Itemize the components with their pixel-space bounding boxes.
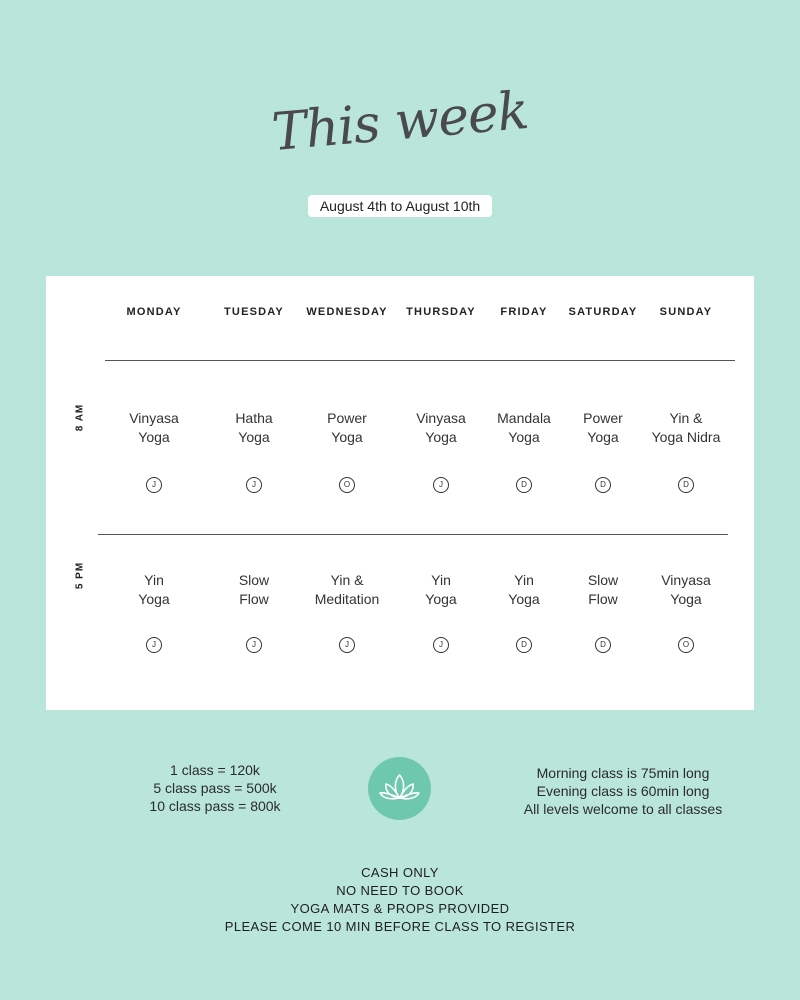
price-five-pass: 5 class pass = 500k <box>153 780 277 796</box>
page-title: This week <box>269 80 531 164</box>
teacher-badge: J <box>339 637 355 653</box>
note-arrival: PLEASE COME 10 MIN BEFORE CLASS TO REGISTER <box>224 919 576 934</box>
header-divider <box>105 360 735 361</box>
day-header-saturday: SATURDAY <box>568 306 638 318</box>
price-single: 1 class = 120k <box>170 762 260 778</box>
time-label-evening: 5 PM <box>74 561 86 590</box>
class-sunday-evening: Vinyasa Yoga <box>661 572 711 607</box>
teacher-badge: J <box>433 477 449 493</box>
time-label-morning: 8 AM <box>74 403 86 432</box>
class-wednesday-evening: Yin & Meditation <box>314 572 380 607</box>
teacher-badge: D <box>678 477 694 493</box>
note-booking: NO NEED TO BOOK <box>336 883 464 898</box>
class-friday-morning: Mandala Yoga <box>497 410 551 445</box>
class-thursday-evening: Yin Yoga <box>425 572 457 607</box>
teacher-badge: D <box>595 637 611 653</box>
teacher-badge: J <box>146 637 162 653</box>
day-header-monday: MONDAY <box>126 306 182 318</box>
date-range: August 4th to August 10th <box>308 195 492 217</box>
teacher-badge: J <box>146 477 162 493</box>
price-ten-pass: 10 class pass = 800k <box>149 798 281 814</box>
day-header-wednesday: WEDNESDAY <box>306 306 388 318</box>
teacher-badge: D <box>595 477 611 493</box>
info-morning-duration: Morning class is 75min long <box>536 765 710 781</box>
class-info <box>500 764 746 818</box>
teacher-badge: D <box>516 637 532 653</box>
class-monday-morning: Vinyasa Yoga <box>129 410 179 445</box>
day-header-friday: FRIDAY <box>500 306 548 318</box>
class-tuesday-evening: Slow Flow <box>238 572 270 607</box>
pricing-list <box>115 761 315 815</box>
teacher-badge: O <box>339 477 355 493</box>
day-header-sunday: SUNDAY <box>659 306 713 318</box>
teacher-badge: J <box>246 477 262 493</box>
day-header-thursday: THURSDAY <box>406 306 476 318</box>
row-divider <box>98 534 728 535</box>
class-saturday-morning: Power Yoga <box>583 410 623 445</box>
notes-list <box>0 864 800 936</box>
class-monday-evening: Yin Yoga <box>138 572 170 607</box>
class-friday-evening: Yin Yoga <box>508 572 540 607</box>
teacher-badge: J <box>433 637 449 653</box>
note-cash: CASH ONLY <box>361 865 439 880</box>
teacher-badge: O <box>678 637 694 653</box>
class-wednesday-morning: Power Yoga <box>327 410 367 445</box>
schedule-card <box>46 276 754 710</box>
class-thursday-morning: Vinyasa Yoga <box>416 410 466 445</box>
day-header-tuesday: TUESDAY <box>224 306 284 318</box>
teacher-badge: D <box>516 477 532 493</box>
lotus-icon <box>368 757 431 820</box>
class-tuesday-morning: Hatha Yoga <box>235 410 273 445</box>
class-saturday-evening: Slow Flow <box>587 572 619 607</box>
info-evening-duration: Evening class is 60min long <box>536 783 710 799</box>
note-props: YOGA MATS & PROPS PROVIDED <box>290 901 510 916</box>
teacher-badge: J <box>246 637 262 653</box>
class-sunday-morning: Yin & Yoga Nidra <box>651 410 721 445</box>
info-levels: All levels welcome to all classes <box>523 801 723 817</box>
